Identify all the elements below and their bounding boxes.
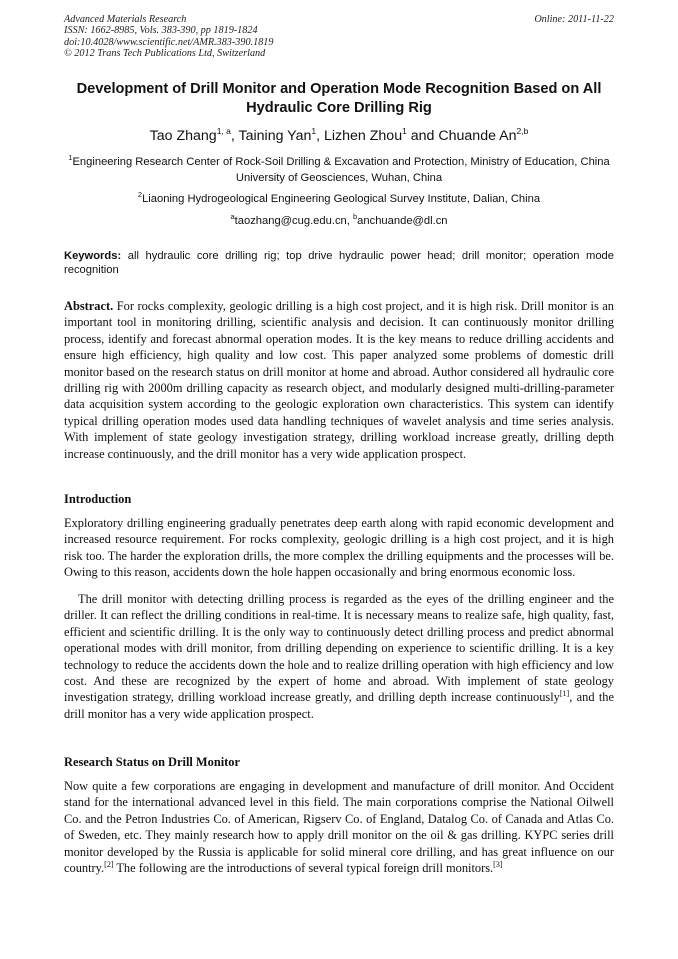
affiliation-2	[64, 191, 614, 207]
affiliation-1	[64, 154, 614, 186]
author-affiliation-mark: 1, a	[216, 126, 231, 136]
paragraph-text: The drill monitor with detecting drilling process is regarded as the eyes of the drilling engineer and the driller. It can reflect the drilling conditions in real-time. It is necessary means to realize safe, high quality, fast, efficient and scientific drilling. It is the only way to continuously detect drilling process and predict abnormal operational modes with drill monitor, from drilling depending on experience to scientific drilling. It is a key technology to reduce the accidents down the hole and to realize drilling operation with high efficiency and low cost. And these are recognized by the expert of home and abroad. With implement of state geology investigation strategy, drilling workload increase greatly, and drilling depth increase continuously	[64, 592, 614, 705]
abstract	[64, 298, 614, 462]
affiliation-mark: 2	[137, 190, 143, 199]
author-affiliation-mark: 1	[402, 126, 407, 136]
author-name: Lizhen Zhou	[324, 128, 403, 144]
section-heading-introduction: Introduction	[64, 492, 132, 506]
keywords-text: all hydraulic core drilling rig; top drive hydraulic power head; drill monitor; operation mode recognition	[64, 250, 614, 276]
author-name: Taining Yan	[238, 128, 312, 144]
journal-issn: ISSN: 1662-8985, Vols. 383-390, pp 1819-1824	[64, 25, 258, 37]
paragraph	[64, 778, 614, 876]
author-list	[64, 127, 614, 145]
email-address: anchuande@dl.cn	[357, 215, 448, 227]
paragraph: Exploratory drilling engineering gradually penetrates deep earth along with rapid economic development and increased resource requirement. For rocks complexity, geologic drilling is a high cost project, and it is high risk too. The harder the exploration drills, the more complex the drilling equipments and the processes will be. Owing to this reason, accidents down the hole happen occasionally and bring enormous economic loss.	[64, 516, 614, 580]
journal-doi: doi:10.4028/www.scientific.net/AMR.383-390.1819	[64, 36, 274, 48]
paragraph-text: , and the drill monitor has a very wide application prospect.	[64, 690, 615, 721]
online-date: Online: 2011-11-22	[534, 14, 614, 25]
citation-ref: [3]	[493, 860, 503, 870]
paper-title: Development of Drill Monitor and Operation Mode Recognition Based on All Hydraulic Core Drilling Rig	[76, 81, 602, 116]
affiliation-mark: 1	[68, 153, 73, 162]
journal-name: Advanced Materials Research	[64, 14, 187, 25]
paragraph-text: Now quite a few corporations are engaging in development and manufacture of drill monitor. And Occident stand for the international advanced level in this field. The main corporations comprise the National Oilwell Co. and the Petron Industries Co. of American, Rigserv Co. of England, Datalog Co. of Canada and Atlas Co. of Sweden, etc. They mainly research how to apply drill monitor on the oil & gas drilling. KYPC series drill monitor developed by the Russia is applicable for solid mineral core drilling, and has great influence on our country.	[64, 779, 614, 876]
section-heading-research-status: Research Status on Drill Monitor	[64, 755, 240, 769]
email-address: taozhang@cug.edu.cn	[234, 215, 347, 227]
email-mark: b	[353, 212, 358, 221]
keywords	[64, 249, 614, 277]
paragraph	[64, 591, 614, 722]
email-mark: a	[230, 212, 235, 221]
author-affiliation-mark: 2,b	[516, 126, 529, 136]
abstract-label: Abstract.	[64, 299, 114, 313]
author-emails: $^a$taozhang@cug.edu.cn, $^b$anchuande@dl.cn	[230, 212, 448, 227]
journal-copyright: © 2012 Trans Tech Publications Ltd, Switzerland	[64, 48, 266, 60]
journal-header	[64, 14, 614, 60]
author-separator: ,	[316, 128, 324, 144]
keywords-label: Keywords:	[64, 250, 122, 262]
author-affiliation-mark: 1	[311, 126, 317, 136]
author-name: Tao Zhang	[149, 128, 217, 144]
citation-ref: [1]	[559, 689, 570, 699]
affiliation-text: Engineering Research Center of Rock-Soil Drilling & Excavation and Protection, Ministry of Education, China University of Geosciences, Wuhan, China	[72, 156, 610, 184]
citation-ref: [2]	[104, 860, 114, 870]
author-and: and	[406, 128, 439, 144]
paragraph-text: The following are the introductions of several typical foreign drill monitors.	[113, 861, 494, 876]
affiliation-text: Liaoning Hydrogeological Engineering Geological Survey Institute, Dalian, China	[142, 193, 541, 205]
abstract-text: For rocks complexity, geologic drilling is a high cost project, and it is high risk. Drill monitor is an important tool in monitoring drilling, scientific analysis and decision. It can continuously monitor drilling process, identify and forecast abnormal operation modes. It is the key means to reduce drilling accidents and ensure high efficiency, high quality and low cost. This paper analyzed some problems of domestic drill monitor based on the research status on drill monitor at home and abroad. Author considered all hydraulic core drilling rig with 2000m drilling capacity as research object, and modularly designed multi-drilling-parameter data acquisition system according to the geologic exploration own characteristics. This system can identify typical drilling operation modes used data handling techniques of wavelet analysis and time series analysis. With implement of state geology investigation strategy, drilling workload increase greatly, drilling depth increase continuously, and the drill monitor has a very wide application prospect.	[64, 299, 614, 461]
author-name: Chuande An	[438, 128, 517, 144]
author-separator: ,	[230, 128, 239, 144]
